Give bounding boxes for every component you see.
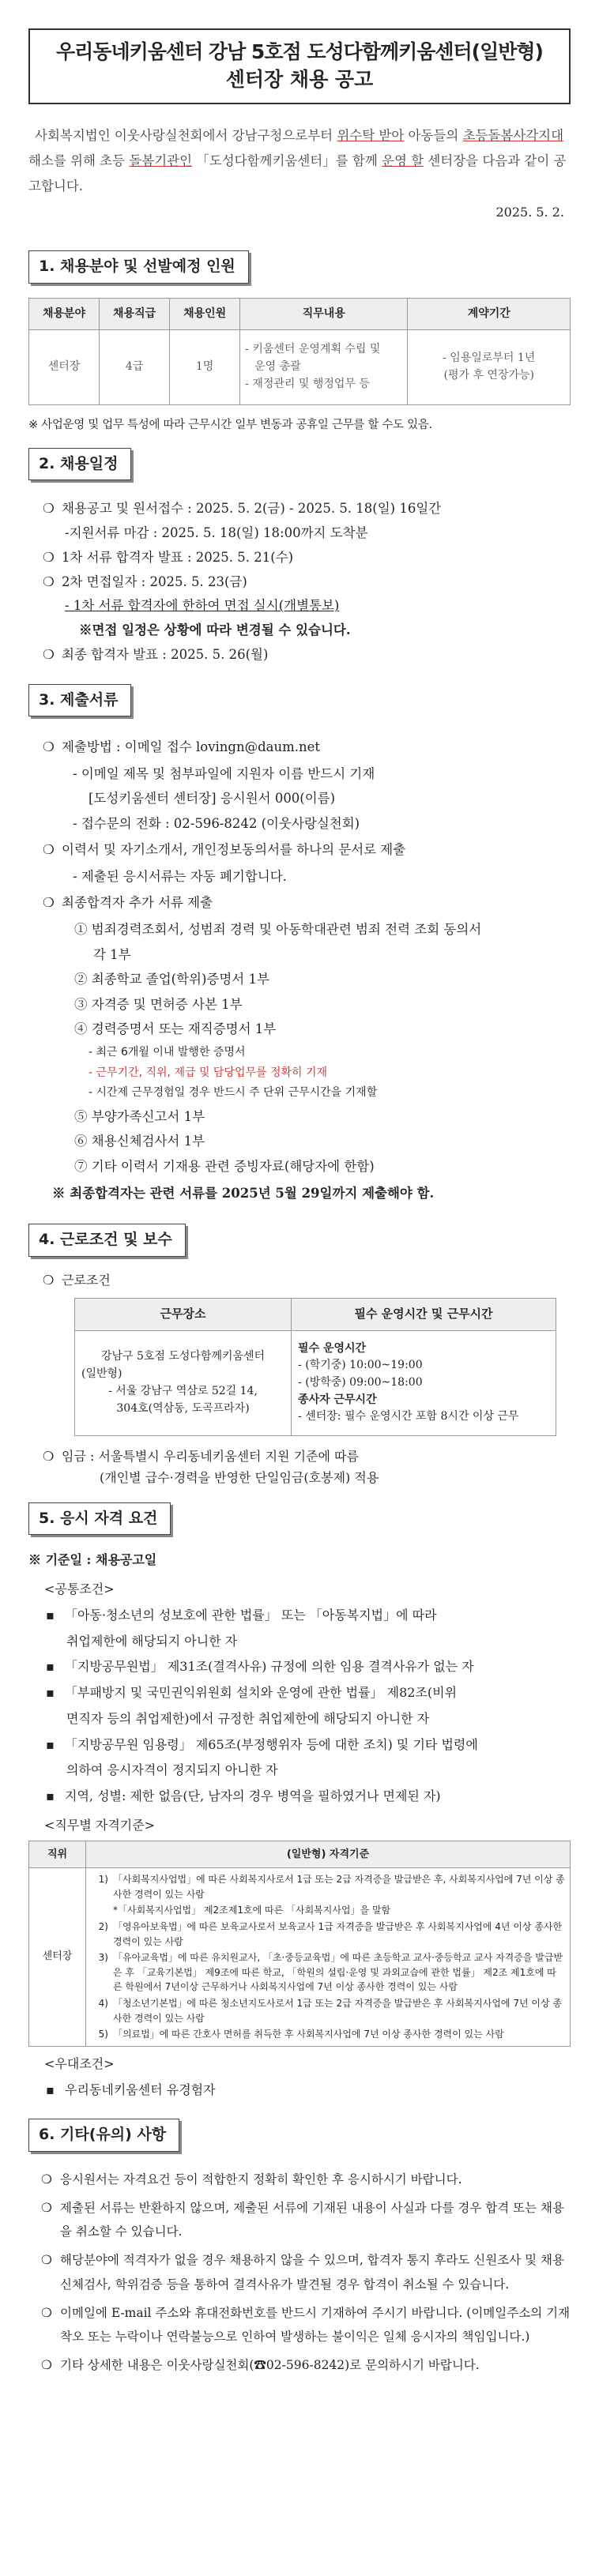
- list-item-text: 해당분야에 적격자가 없을 경우 채용하지 않을 수 있으며, 합격자 통지 후라도 신원조사 및 채용신체검사, 학위검증 등을 통하여 결격사유가 발견될 경우 합격이 취소될 수 있습니다.: [60, 2253, 564, 2292]
- duty-line: - 키움센터 운영계획 수립 및: [245, 343, 381, 356]
- place-line: - 서울 강남구 역삼로 52길 14,: [108, 1384, 258, 1397]
- list-item: [41, 2301, 571, 2348]
- square-bullet-icon: ▪: [46, 1788, 55, 1804]
- section-heading-5: 5. 응시 자격 요건: [28, 1502, 171, 1535]
- list-item: - 최근 6개월 이내 발행한 증명서: [89, 1045, 246, 1059]
- list-item-text: 「영유아보육법」에 따른 보육교사로서 보육교사 1급 자격증을 발급받은 후 사회복지사업에 4년 이상 종사한 경력이 있는 사람: [113, 1921, 563, 1947]
- list-item: [43, 573, 571, 592]
- list-item-text: 「아동·청소년의 성보호에 관한 법률」 또는 「아동복지법」에 따라: [65, 1607, 437, 1623]
- list-item: - 제출된 응시서류는 자동 폐기합니다.: [73, 868, 287, 884]
- intro-text: 운영 할: [382, 153, 424, 169]
- list-item: [41, 2353, 571, 2377]
- list-item-text: 「지방공무원법」 제31조(결격사유) 규정에 의한 임용 결격사유가 없는 자: [65, 1659, 474, 1675]
- deadline-note: ※ 최종합격자는 관련 서류를 2025년 5월 29일까지 제출해야 함.: [52, 1185, 435, 1201]
- table-header: 근무장소: [75, 1299, 292, 1330]
- list-item-text: 최종학교 졸업(학위)증명서 1부: [91, 972, 269, 987]
- list-item-text: 제출방법 : 이메일 접수 lovingn@daum.net: [62, 739, 321, 755]
- list-item: [91, 1872, 565, 1901]
- square-bullet-icon: ▪: [46, 1736, 55, 1752]
- circle-bullet-icon: ❍: [43, 573, 55, 589]
- square-bullet-icon: ▪: [46, 2081, 55, 2097]
- period-line: (평가 후 연장가능): [443, 368, 534, 382]
- list-item-text: 제출된 서류는 반환하지 않으며, 제출된 서류에 기재된 내용이 사실과 다를 경우 합격 또는 채용을 취소할 수 있습니다.: [60, 2201, 564, 2239]
- circle-bullet-icon: ❍: [43, 646, 55, 662]
- list-item: - 시간제 근무경험일 경우 반드시 주 단위 근무시간을 기재할: [89, 1086, 378, 1100]
- recruit-note: ※ 사업운영 및 업무 특성에 따라 근무시간 일부 변동과 공휴일 근무를 할 수도 있음.: [28, 418, 432, 431]
- list-item: [43, 1271, 571, 1291]
- list-item: [41, 2196, 571, 2243]
- section-heading-3: 3. 제출서류: [28, 684, 131, 716]
- list-item-text: 기타 이력서 기재용 관련 증빙자료(해당자에 한함): [91, 1159, 375, 1175]
- list-item: - 근무기간, 직위, 제급 및 담당업무를 정확히 기재: [89, 1066, 328, 1079]
- place-line: 강남구 5호점 도성다함께키움센터: [100, 1350, 266, 1363]
- list-item: [79, 621, 571, 641]
- list-item: [43, 893, 571, 913]
- circle-bullet-icon: ❍: [43, 1449, 55, 1465]
- table-header: 직무내용: [240, 298, 408, 330]
- table-cell: [75, 1330, 292, 1435]
- duty-conditions-head: <직무별 자격기준>: [44, 1818, 156, 1833]
- base-date: ※ 기준일 : 채용공고일: [28, 1552, 157, 1568]
- list-item: 면직자 등의 취업제한)에서 규정한 취업제한에 해당되지 아니한 자: [66, 1710, 430, 1726]
- list-item: [46, 1604, 571, 1627]
- list-item-text: 이력서 및 자기소개서, 개인정보동의서를 하나의 문서로 제출: [62, 842, 406, 858]
- item-number: 4): [98, 1998, 108, 2010]
- list-item-text: 채용공고 및 원서접수 : 2025. 5. 2(금) - 2025. 5. 18(일) 16일간: [62, 501, 442, 517]
- table-cell: [86, 1868, 571, 2047]
- table-header: (일반형) 자격기준: [86, 1841, 571, 1867]
- table-header: 직위: [29, 1841, 86, 1867]
- item-number: ⑦: [74, 1159, 88, 1175]
- list-item-text: 기타 상세한 내용은 이웃사랑실천회(☎02-596-8242)로 문의하시기 바랍니다.: [60, 2358, 480, 2373]
- list-item: [41, 2168, 571, 2191]
- table-cell: [240, 330, 408, 404]
- list-item-text: 지역, 성별: 제한 없음(단, 남자의 경우 병역을 필하였거나 면제된 자): [65, 1788, 441, 1804]
- table-header: 채용분야: [29, 298, 100, 330]
- list-item-text: 「사회복지사업법」에 따른 사회복지사로서 1급 또는 2급 자격증을 발급받은 후, 사회복지사업에 7년 이상 종사한 경력이 있는 사람: [113, 1874, 565, 1900]
- list-item: [46, 1656, 571, 1679]
- list-item-text: 자격증 및 면허증 사본 1부: [91, 996, 243, 1012]
- list-item: [46, 1682, 571, 1705]
- list-item: [41, 2248, 571, 2296]
- list-item: [91, 1950, 565, 1995]
- table-cell: 1명: [170, 330, 240, 404]
- table-header: 계약기간: [408, 298, 571, 330]
- circle-bullet-icon: ❍: [41, 2358, 52, 2373]
- intro-text: 사회복지법인 이웃사랑실천회에서 강남구청으로부터: [35, 128, 337, 143]
- list-item: [46, 2079, 571, 2102]
- duty-line: - 재정관리 및 행정업무 등: [245, 377, 370, 390]
- table-row: [29, 330, 571, 404]
- period-line: - 임용일로부터 1년: [443, 352, 536, 365]
- square-bullet-icon: ▪: [46, 1659, 55, 1675]
- item-number: ②: [74, 972, 88, 987]
- list-item: [93, 945, 571, 965]
- list-item: [74, 919, 571, 940]
- list-item-text: 「청소년기본법」에 따른 청소년지도사로서 1급 또는 2급 자격증을 발급받은 후 사회복지사업에 7년 이상 종사한 경력이 있는 사람: [113, 1998, 562, 2024]
- section-heading-4: 4. 근로조건 및 보수: [28, 1224, 186, 1256]
- list-item-text: 근로조건: [62, 1272, 111, 1288]
- preferred-conditions-head: <우대조건>: [44, 2055, 115, 2071]
- hours-line: - (학기중) 10:00~19:00: [298, 1359, 423, 1372]
- title-box: [28, 28, 571, 104]
- list-item: [65, 524, 571, 543]
- circle-bullet-icon: ❍: [43, 501, 55, 517]
- item-number: ④: [74, 1021, 88, 1037]
- section-heading-6: 6. 기타(유의) 사항: [28, 2119, 179, 2151]
- schedule-list: [28, 499, 571, 664]
- place-line: (일반형): [81, 1367, 122, 1381]
- list-item-text: 채용신체검사서 1부: [91, 1134, 205, 1149]
- item-number: [91, 1903, 108, 1918]
- list-item-text: 경력증명서 또는 재직증명서 1부: [91, 1021, 277, 1037]
- hours-line: - (방학중) 09:00~18:00: [298, 1376, 423, 1390]
- section-heading-2: 2. 채용일정: [28, 448, 131, 480]
- duty-qualification-table: [28, 1841, 571, 2047]
- list-item: [46, 1785, 571, 1808]
- hours-line: 종사자 근무시간: [298, 1393, 377, 1406]
- item-number: ⑤: [74, 1108, 88, 1124]
- table-header: 채용직급: [100, 298, 170, 330]
- table-header: 필수 운영시간 및 근무시간: [292, 1299, 556, 1330]
- list-item-text: 응시원서는 자격요건 등이 적합한지 정확히 확인한 후 응시하시기 바랍니다.: [60, 2172, 462, 2187]
- circle-bullet-icon: ❍: [43, 1272, 55, 1288]
- list-item-text: -지원서류 마감 : 2025. 5. 18(일) 18:00까지 도착분: [65, 525, 368, 541]
- intro-text: 「도성다함께키움센터」를 함께: [192, 153, 382, 169]
- list-item: [74, 995, 571, 1015]
- list-item-text: 1차 서류 합격자 발표 : 2025. 5. 21(수): [62, 549, 294, 565]
- circle-bullet-icon: ❍: [41, 2253, 52, 2268]
- intro-text: 센터장을 다음과 같이 공고합니다.: [28, 153, 567, 194]
- place-line: 304호(역삼동, 도곡프라자): [116, 1401, 250, 1415]
- list-item-text: 임금 : 서울특별시 우리동네키움센터 지원 기준에 따름: [62, 1449, 359, 1465]
- intro-text: 위수탁 받아: [337, 128, 405, 143]
- item-number: 1): [98, 1874, 108, 1886]
- page-subtitle: 센터장 채용 공고: [225, 68, 374, 91]
- conditions-table: [74, 1298, 556, 1436]
- recruit-table: [28, 298, 571, 405]
- list-item: [43, 1447, 571, 1467]
- intro-text: 아동들의: [404, 128, 463, 143]
- square-bullet-icon: ▪: [46, 1685, 55, 1701]
- intro-paragraph: [28, 123, 571, 200]
- item-number: 3): [98, 1952, 108, 1964]
- conditions-block: [28, 1271, 571, 1488]
- list-item: 의하여 응시자격이 정지되지 아니한 자: [66, 1762, 278, 1778]
- common-conditions-head: <공통조건>: [44, 1581, 115, 1596]
- list-item-text: 2차 면접일자 : 2025. 5. 23(금): [62, 573, 247, 589]
- section-heading-1: 1. 채용분야 및 선발예정 인원: [28, 250, 249, 283]
- list-item: - 접수문의 전화 : 02-596-8242 (이웃사랑실천회): [73, 815, 360, 831]
- table-header: 채용인원: [170, 298, 240, 330]
- list-item: [43, 840, 571, 860]
- list-item: (개인별 급수·경력을 반영한 단일임금(호봉제) 적용: [100, 1469, 379, 1485]
- intro-text: 초등돌봄사각지대: [462, 128, 564, 143]
- list-item: [91, 1903, 565, 1918]
- list-item-text: 「지방공무원 임용령」 제65조(부정행위자 등에 대한 조치) 및 기타 법령에: [65, 1736, 478, 1752]
- table-cell: 센터장: [29, 330, 100, 404]
- list-item-text: 각 1부: [93, 946, 131, 962]
- list-item: - 이메일 제목 및 첨부파일에 지원자 이름 반드시 기재: [73, 765, 375, 781]
- list-item: [43, 645, 571, 665]
- posting-date: 2025. 5. 2.: [495, 204, 564, 220]
- list-item-text: 「의료법」에 따른 간호사 면허를 취득한 후 사회복지사업에 7년 이상 종사한 경력이 있는 사람: [113, 2029, 504, 2040]
- circle-bullet-icon: ❍: [41, 2172, 52, 2187]
- list-item-text: 최종 합격자 발표 : 2025. 5. 26(월): [62, 646, 269, 662]
- table-cell: [292, 1330, 556, 1435]
- intro-text: 해소를 위해 초등: [28, 153, 130, 169]
- list-item-text: 「부패방지 및 국민권익위원회 설치와 운영에 관한 법률」 제82조(비위: [65, 1685, 458, 1701]
- table-cell: 4급: [100, 330, 170, 404]
- etc-list: [28, 2168, 571, 2378]
- list-item-text: 「유아교육법」에 따른 유치원교사, 「초·중등교육법」에 따른 초등학교 교사·중등학교 교사 자격증을 발급받은 후 「교육기본법」 제9조에 따른 학교, 「학원의 설립·운영 및 과외교습에 관한 법률」 제2조 제1호에 따른 학원에서 7년이상 근무하거나 사회복지사업에 7년 이상 종사한 경력이 있는 사람: [113, 1952, 563, 1993]
- circle-bullet-icon: ❍: [41, 2305, 52, 2320]
- list-item: [43, 548, 571, 568]
- circle-bullet-icon: ❍: [43, 549, 55, 565]
- item-number: ①: [74, 922, 88, 938]
- item-number: ③: [74, 996, 88, 1012]
- list-item: [74, 1019, 571, 1040]
- list-item-text: *「사회복지사업법」 제2조제1호에 따른 「사회복지사업」을 말함: [113, 1905, 391, 1916]
- list-item-text: 최종합격자 추가 서류 제출: [62, 895, 213, 911]
- list-item-text: 우리동네키움센터 유경험자: [65, 2081, 216, 2097]
- duty-line: 운영 총괄: [254, 360, 301, 374]
- intro-text: 돌봄기관인: [129, 153, 193, 169]
- qualification-block: [28, 1549, 571, 2101]
- table-cell: [408, 330, 571, 404]
- list-item-text: 범죄경력조회서, 성범죄 경력 및 아동학대관련 범죄 전력 조회 동의서: [91, 922, 482, 938]
- list-item: [74, 969, 571, 990]
- table-row: [29, 1868, 571, 2047]
- list-item-text: ※면접 일정은 상황에 따라 변경될 수 있습니다.: [79, 622, 351, 638]
- item-number: 2): [98, 1921, 108, 1933]
- list-item-text: 부양가족신고서 1부: [91, 1108, 205, 1124]
- list-item: [91, 2027, 565, 2042]
- table-row: [75, 1330, 556, 1435]
- square-bullet-icon: ▪: [46, 1607, 55, 1623]
- list-item: [43, 737, 571, 758]
- list-item: [74, 1156, 571, 1177]
- circle-bullet-icon: ❍: [43, 895, 55, 911]
- page-title: 우리동네키움센터 강남 5호점 도성다함께키움센터(일반형): [56, 40, 543, 63]
- circle-bullet-icon: ❍: [43, 842, 55, 858]
- list-item: [91, 1996, 565, 2025]
- circle-bullet-icon: ❍: [43, 739, 55, 755]
- hours-line: 필수 운영시간: [298, 1341, 367, 1355]
- documents-list: [28, 737, 571, 1203]
- list-item: [65, 596, 571, 616]
- list-item: [도성키움센터 센터장] 응시원서 000(이름): [89, 791, 336, 807]
- list-item: 취업제한에 해당되지 아니한 자: [66, 1633, 238, 1649]
- list-item-text: - 1차 서류 합격자에 한하여 면접 실시(개별통보): [65, 598, 340, 614]
- list-item: [74, 1107, 571, 1127]
- list-item: [43, 499, 571, 519]
- circle-bullet-icon: ❍: [41, 2201, 52, 2216]
- item-number: ⑥: [74, 1134, 88, 1149]
- list-item: [46, 1734, 571, 1757]
- list-item: [91, 1920, 565, 1949]
- item-number: 5): [98, 2029, 108, 2040]
- list-item: [74, 1131, 571, 1152]
- list-item-text: 이메일에 E-mail 주소와 휴대전화번호를 반드시 기재하여 주시기 바랍니다. (이메일주소의 기재착오 또는 누락이나 연락불능으로 인하여 발생하는 불이익은 일체 응시자의 책임입니다.): [60, 2305, 571, 2345]
- hours-line: - 센터장: 필수 운영시간 포함 8시간 이상 근무: [298, 1410, 519, 1423]
- table-cell: 센터장: [29, 1868, 86, 2047]
